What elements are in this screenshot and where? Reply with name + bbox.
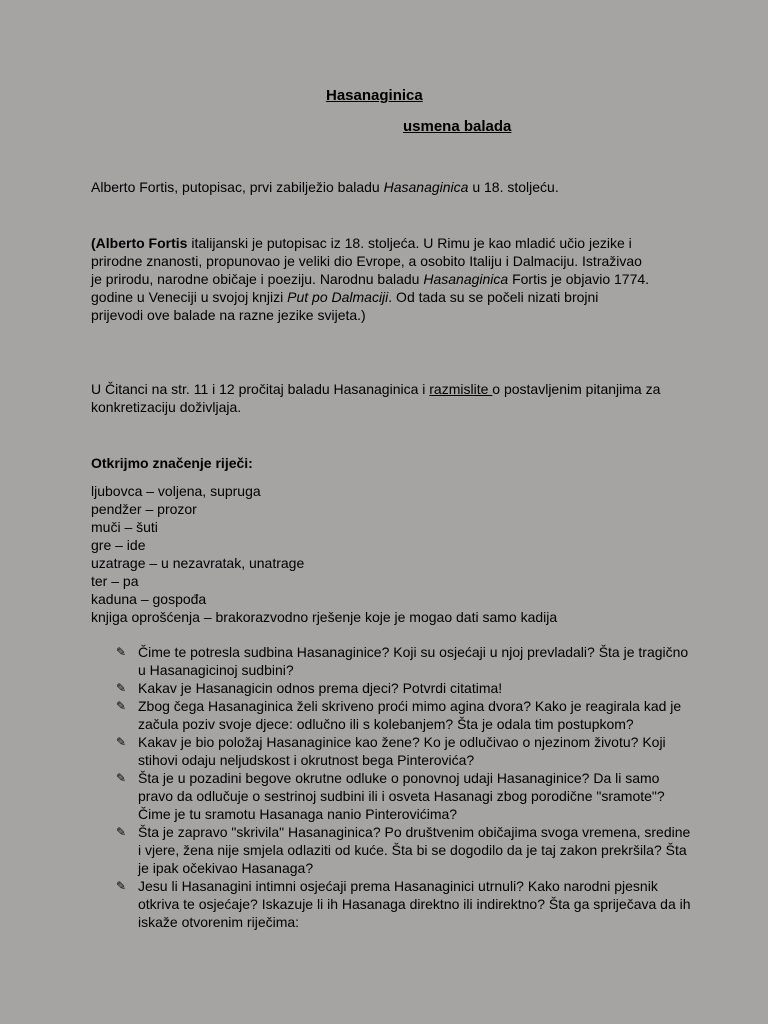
pencil-icon: ✎ [116, 825, 127, 839]
pencil-icon: ✎ [116, 645, 127, 659]
question-text: Kakav je bio položaj Hasanaginice kao žene? Ko je odlučivao o njezinom životu? Koji stihovi odaju neljudskost i okrutnost bega Pinterovića? [138, 734, 666, 768]
pencil-icon: ✎ [116, 699, 127, 713]
task-paragraph [91, 380, 661, 416]
intro-text-end: u 18. stoljeću. [468, 179, 559, 195]
question-text: Šta je zapravo "skrivila" Hasanaginica? Po društvenim običajima svoga vremena, sredine i vjere, žena nije smjela odlaziti od kuće. Šta bi se dogodilo da je taj zakon prekršila? Šta je ipak očekivao Hasanaga? [138, 824, 691, 876]
question-item [116, 769, 696, 823]
question-item [116, 679, 696, 697]
task-text: U Čitanci na str. 11 i 12 pročitaj baladu Hasanaginica i [91, 381, 430, 397]
vocab-item: gre – ide [91, 537, 146, 553]
question-text: Kakav je Hasanagicin odnos prema djeci? Potvrdi citatima! [138, 680, 503, 696]
pencil-icon: ✎ [116, 771, 127, 785]
question-text: Čime te potresla sudbina Hasanaginice? Koji su osjećaji u njoj prevladali? Šta je tragično u Hasanagicinoj sudbini? [138, 644, 689, 678]
bio-bold: (Alberto Fortis [91, 235, 188, 251]
vocab-item: knjiga oprošćenja – brakorazvodno rješenje koje je mogao dati samo kadija [91, 609, 558, 625]
document-subtitle: usmena balada [403, 118, 512, 135]
bio-text-2: Fortis je objavio 1774. godine u Veneciji u svojoj knjizi [91, 271, 650, 305]
vocab-item: muči – šuti [91, 519, 158, 535]
bio-text-1: italijanski je putopisac iz 18. stoljeća. U Rimu je kao mladić učio jezike i prirodne znanosti, propunovao je veliki dio Evrope, a osobito Italiju i Dalmaciju. Istraživao je prirodu, narodne običaje i poeziju. Narodnu baladu [91, 235, 642, 287]
vocab-item: uzatrage – u nezavratak, unatrage [91, 555, 305, 571]
bio-italic-2: Put po Dalmaciji [287, 289, 389, 305]
vocab-list [91, 482, 557, 626]
task-underlined: razmislite [429, 381, 493, 397]
vocab-heading: Otkrijmo značenje riječi: [91, 455, 253, 471]
question-item [116, 823, 696, 877]
question-text: Jesu li Hasanagini intimni osjećaji prema Hasanaginici utrnuli? Kako narodni pjesnik otkriva te osjećaje? Iskazuje li ih Hasanaga direktno ili indirektno? Šta ga spriječava da ih iskaže otvorenim riječima: [138, 878, 691, 930]
intro-paragraph [91, 178, 691, 196]
question-item [116, 643, 696, 679]
bio-italic-1: Hasanaginica [423, 271, 509, 287]
vocab-item: ljubovca – voljena, supruga [91, 483, 261, 499]
question-text: Šta je u pozadini begove okrutne odluke o ponovnoj udaji Hasanaginice? Da li samo pravo da odlučuje o sestrinoj sudbini ili i osveta Hasanagi zbog porodične "sramote"? Čime je tu sramotu Hasanaga nanio Pinterovićima? [138, 770, 665, 822]
pencil-icon: ✎ [116, 681, 127, 695]
document-title: Hasanaginica [326, 87, 423, 104]
intro-italic: Hasanaginica [383, 179, 469, 195]
pencil-icon: ✎ [116, 735, 127, 749]
bio-paragraph [91, 234, 651, 324]
vocab-item: pendžer – prozor [91, 501, 197, 517]
question-list [116, 643, 696, 931]
intro-text: Alberto Fortis, putopisac, prvi zabilježio baladu [91, 179, 384, 195]
task-text-end: o postavljenim pitanjima za konkretizaciju doživljaja. [91, 381, 661, 415]
question-item [116, 877, 696, 931]
pencil-icon: ✎ [116, 879, 127, 893]
question-item [116, 697, 696, 733]
question-text: Zbog čega Hasanaginica želi skriveno proći mimo agina dvora? Kako je reagirala kad je začula poziv svoje djece: odlučno ili s kolebanjem? Šta je odala tim postupkom? [138, 698, 682, 732]
bio-text-3: . Od tada su se počeli nizati brojni prijevodi ove balade na razne jezike svijeta.) [91, 289, 599, 323]
question-item [116, 733, 696, 769]
vocab-item: kaduna – gospođa [91, 591, 207, 607]
vocab-item: ter – pa [91, 573, 139, 589]
